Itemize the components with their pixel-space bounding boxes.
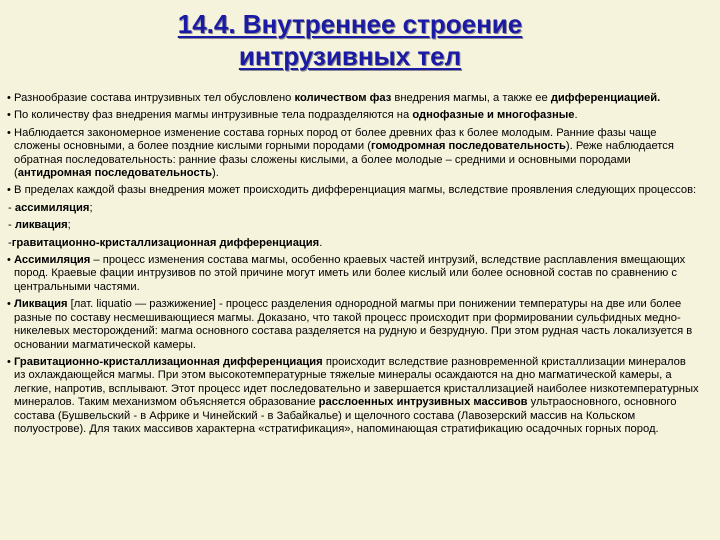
bold-term: антидромная последовательность — [17, 167, 213, 180]
text-segment: По количеству фаз внедрения магмы интрузивные тела подразделяются на — [14, 109, 413, 122]
bold-term: однофазные и многофазные — [412, 109, 575, 122]
paragraph-assimilation — [8, 254, 700, 294]
text-segment: - — [8, 219, 15, 232]
bold-term: Ликвация — [14, 298, 68, 311]
bold-term: дифференциацией. — [550, 92, 661, 104]
slide-content — [8, 92, 700, 440]
text-segment: - — [8, 201, 15, 214]
text-segment: В пределах каждой фазы внедрения может происходить дифференциация магмы, вследствие проявления следующих процессов: — [14, 184, 697, 197]
text-segment: . — [319, 236, 323, 249]
paragraph-phase-count — [8, 109, 700, 122]
text-segment: – процесс изменения состава магмы, особенно краевых частей интрузий, вследствие расплавления вмещающих пород. Краевые фации интрузивов по этой причине могут иметь или более кислый или более основной состав по сравнению с центральными частями. — [14, 254, 686, 293]
list-item-assimilation — [8, 202, 700, 215]
text-segment: [лат. liquatio — разжижение] - процесс разделения однородной магмы при понижении температуры на две или более разные по составу несмешивающиеся магмы. Доказано, что такой процесс происходит при формировании сульфидных медно-никелевых месторождений: магма основного состава разделяется на рудную и безрудную. При этом рудная часть локализуется в основании магматической камеры. — [14, 298, 693, 351]
list-item-gravitational-differentiation — [8, 237, 700, 250]
paragraph-sequence — [8, 127, 700, 181]
paragraph-liquation — [8, 298, 700, 352]
text-segment: внедрения магмы, а также ее — [391, 92, 551, 104]
text-segment: ультраосновного, основного состава (Бушвельский - в Африке и Чинейский - в Забайкалье) и щелочного состава (Лавозерский массив на Кольском полуострове). Для таких массивов характерна «стратификация», напоминающая стратификацию осадочных горных пород. — [14, 396, 677, 435]
paragraph-composition-diversity — [8, 92, 700, 105]
text-segment: Наблюдается закономерное изменение состава горных пород от более древних фаз к более молодым. Ранние фазы чаще сложены основными, а более поздние кислыми горными породами ( — [14, 126, 657, 153]
text-segment: ; — [67, 219, 71, 232]
text-segment: Разнообразие состава интрузивных тел обусловлено — [14, 92, 295, 104]
bold-term: гравитационно-кристаллизационная дифференциация — [11, 236, 320, 249]
bold-term: ассимиляция — [14, 201, 90, 214]
bold-term: количеством фаз — [294, 92, 392, 104]
text-segment: ; — [89, 201, 93, 214]
bold-term: гомодромная последовательность — [370, 140, 566, 153]
bold-term: расслоенных интрузивных массивов — [318, 396, 528, 409]
text-segment: . — [574, 109, 578, 122]
title-line-1: 14.4. Внутреннее строение — [177, 9, 523, 39]
bold-term: ликвация — [14, 219, 68, 232]
title-line-2: интрузивных тел — [238, 41, 462, 71]
text-segment: - — [8, 236, 12, 249]
text-segment: ). — [212, 167, 219, 180]
paragraph-gravitational-differentiation — [8, 356, 700, 436]
bold-term: Ассимиляция — [14, 254, 91, 267]
text-segment: ). Реже наблюдается обратная последовательность: ранние фазы сложены кислыми, а более молодые – средними и основными породами ( — [14, 140, 674, 180]
slide-title — [0, 8, 700, 72]
paragraph-differentiation-intro — [8, 184, 700, 197]
text-segment: происходит вследствие разновременной кристаллизации минералов из охлаждающейся магмы. При этом высокотемпературные тяжелые минералы осаждаются на дно магматической камеры, а легкие, напротив, всплывают. Этот процесс идет последовательно и завершается кристаллизацией наиболее низкотемпературных минералов. Таким механизмом объясняется образование — [14, 355, 699, 409]
bold-term: Гравитационно-кристаллизационная дифференциация — [14, 355, 323, 368]
list-item-liquation — [8, 219, 700, 232]
